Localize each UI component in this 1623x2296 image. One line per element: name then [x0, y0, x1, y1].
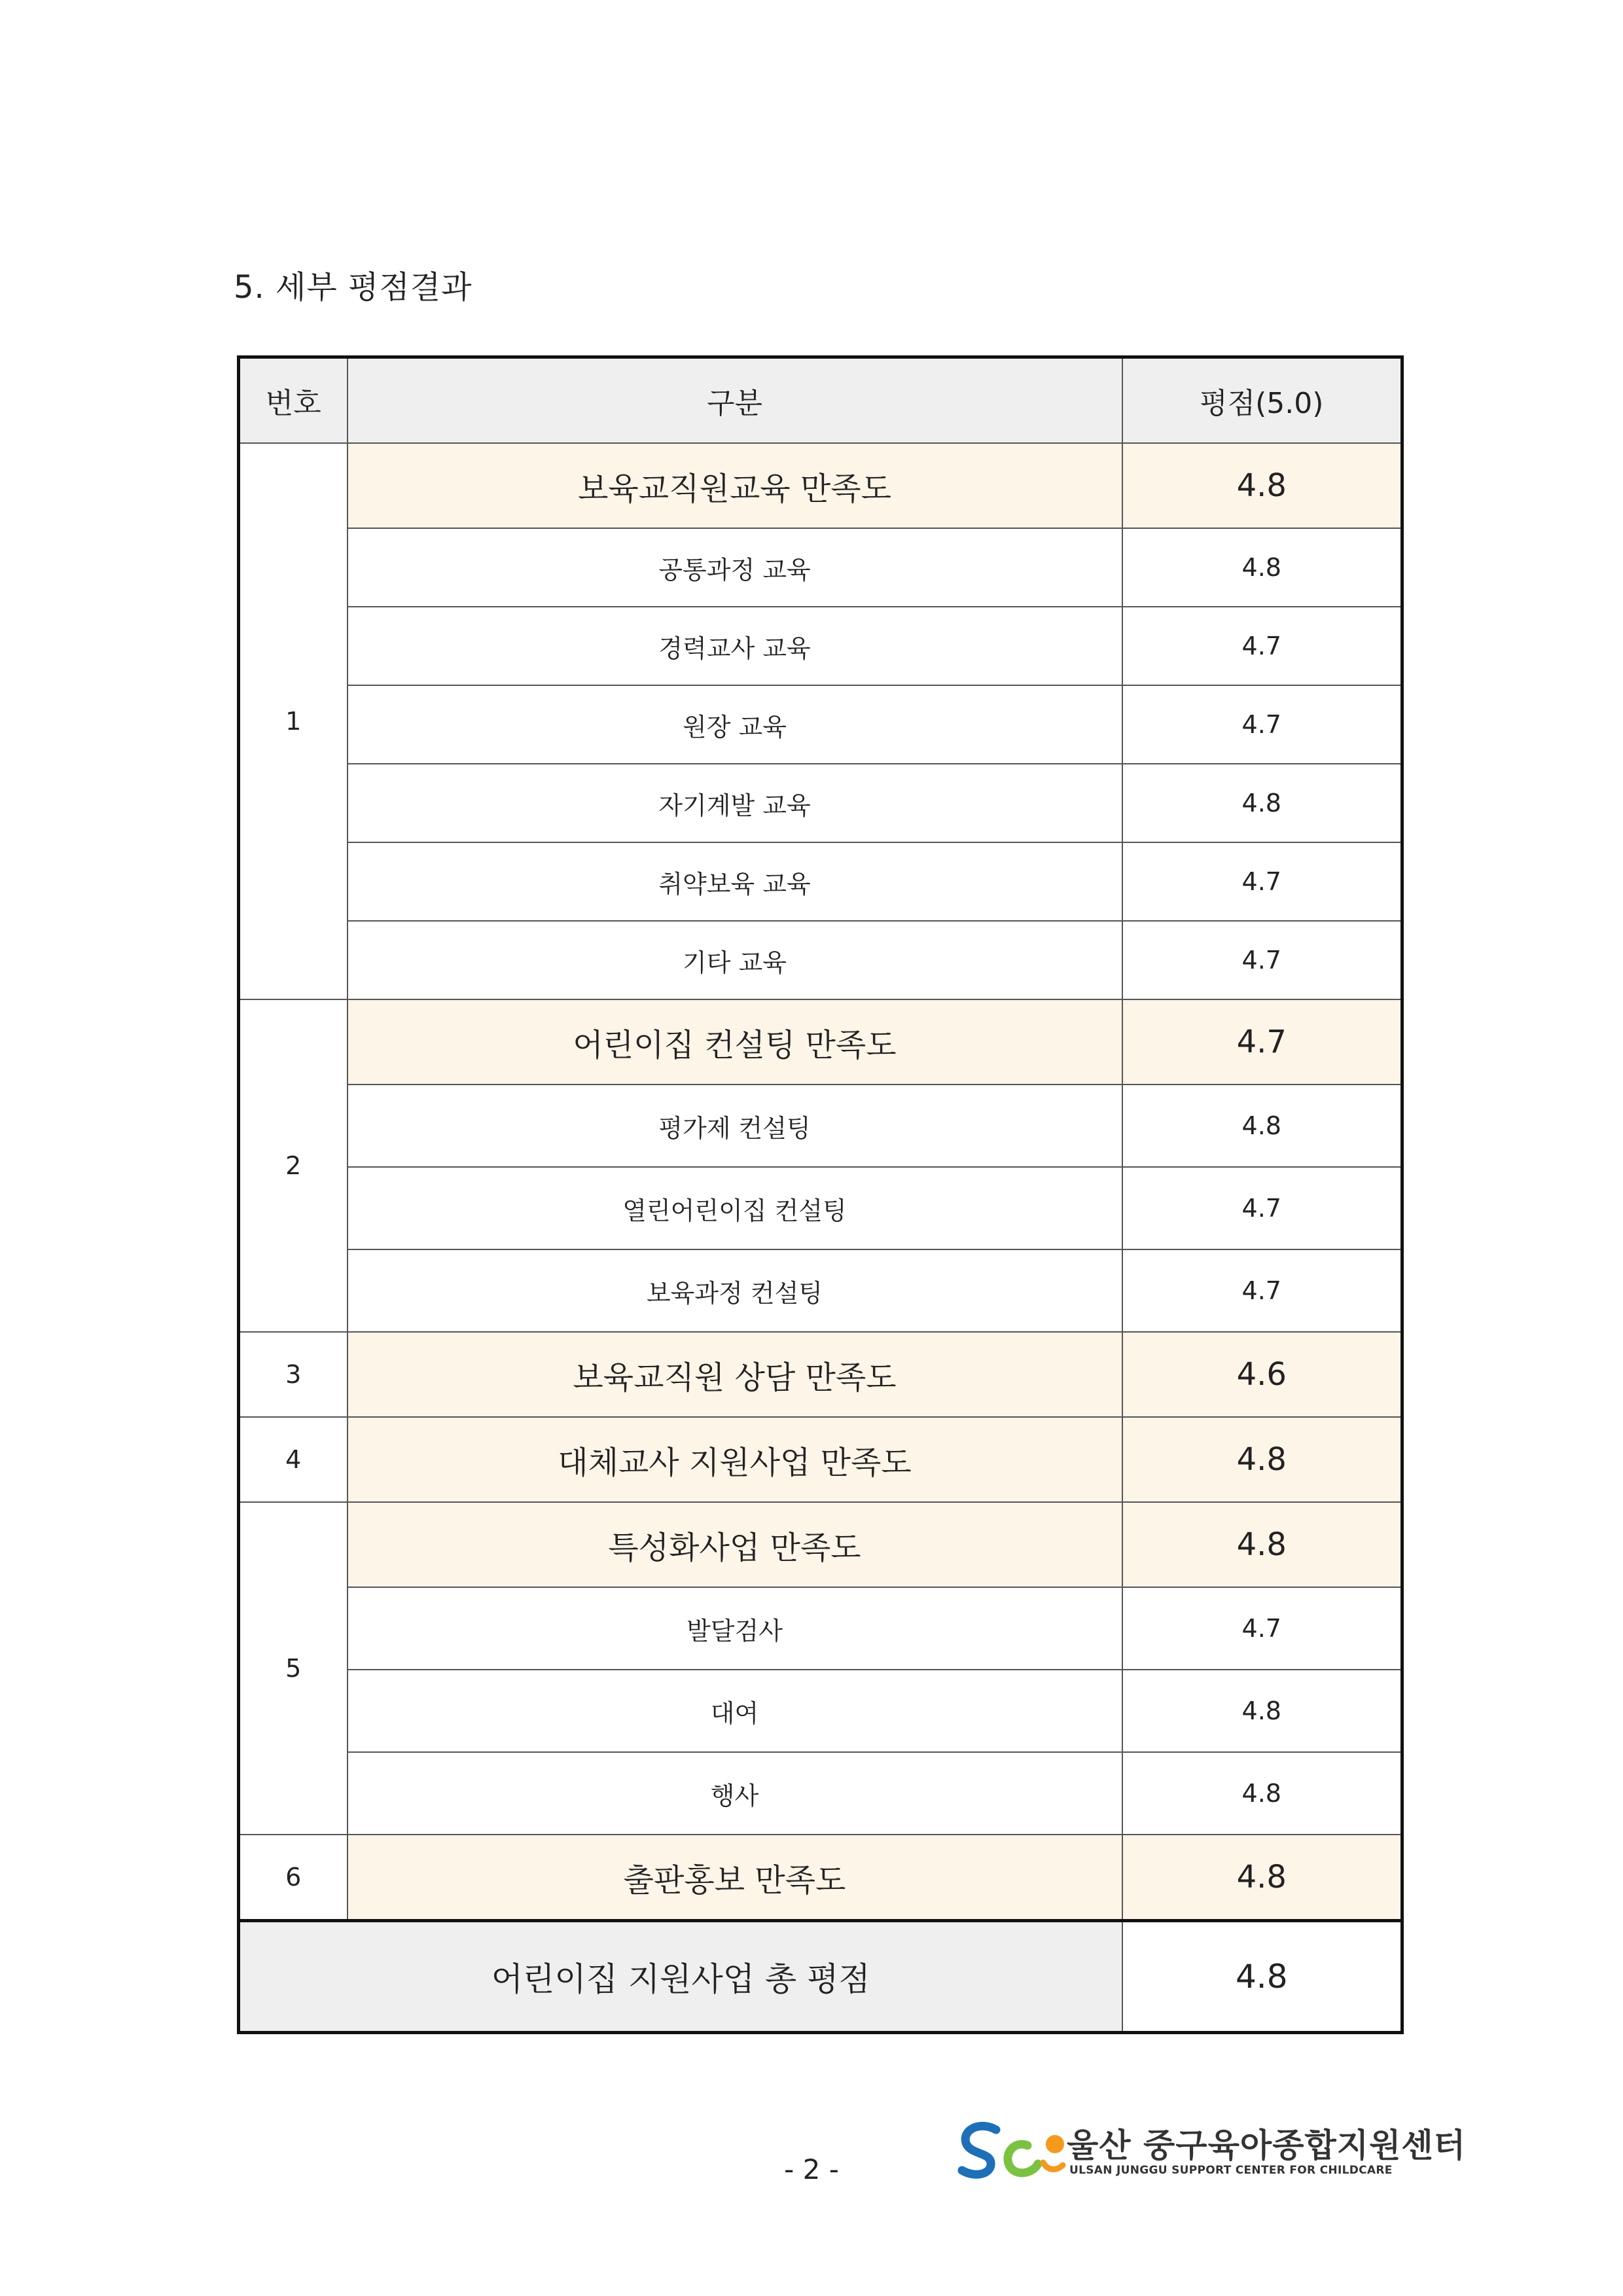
header-score: 평점(5.0) [1122, 357, 1402, 444]
group-number: 5 [239, 1502, 348, 1835]
category-score: 4.8 [1122, 1502, 1402, 1587]
category-score: 4.8 [1122, 1835, 1402, 1921]
table-row [239, 1249, 1402, 1332]
group-number: 6 [239, 1835, 348, 1921]
item-label: 원장 교육 [348, 685, 1122, 764]
table-row [239, 1167, 1402, 1249]
group-number: 1 [239, 443, 348, 999]
item-score: 4.7 [1122, 685, 1402, 764]
table-row [239, 1085, 1402, 1167]
group-number: 4 [239, 1417, 348, 1502]
table-row [239, 921, 1402, 999]
category-score: 4.6 [1122, 1332, 1402, 1417]
header-num: 번호 [239, 357, 348, 444]
item-score: 4.8 [1122, 528, 1402, 607]
group-number: 2 [239, 999, 348, 1332]
total-label: 어린이집 지원사업 총 평점 [239, 1921, 1122, 2033]
item-score: 4.7 [1122, 921, 1402, 999]
category-row [239, 999, 1402, 1085]
item-label: 평가제 컨설팅 [348, 1085, 1122, 1167]
category-score: 4.8 [1122, 1417, 1402, 1502]
item-label: 취약보육 교육 [348, 842, 1122, 921]
item-label: 발달검사 [348, 1587, 1122, 1670]
table-row [239, 1670, 1402, 1752]
item-score: 4.8 [1122, 764, 1402, 842]
category-title: 특성화사업 만족도 [348, 1502, 1122, 1587]
page-number: - 2 - [784, 2153, 839, 2185]
table-row [239, 1752, 1402, 1835]
logo-name-ko: 울산 중구육아종합지원센터 [1067, 2126, 1467, 2164]
score-table [237, 355, 1404, 2034]
item-score: 4.8 [1122, 1670, 1402, 1752]
item-label: 공통과정 교육 [348, 528, 1122, 607]
item-label: 경력교사 교육 [348, 607, 1122, 685]
category-title: 대체교사 지원사업 만족도 [348, 1417, 1122, 1502]
category-title: 보육교직원 상담 만족도 [348, 1332, 1122, 1417]
category-row [239, 1502, 1402, 1587]
table-row [239, 1587, 1402, 1670]
header-category: 구분 [348, 357, 1122, 444]
category-score: 4.7 [1122, 999, 1402, 1085]
table-row [239, 607, 1402, 685]
total-score: 4.8 [1122, 1921, 1402, 2033]
item-score: 4.7 [1122, 1167, 1402, 1249]
table-row [239, 764, 1402, 842]
group-number: 3 [239, 1332, 348, 1417]
item-score: 4.7 [1122, 842, 1402, 921]
item-score: 4.7 [1122, 1587, 1402, 1670]
category-score: 4.8 [1122, 443, 1402, 528]
item-label: 보육과정 컨설팅 [348, 1249, 1122, 1332]
table-header-row [239, 357, 1402, 444]
item-label: 기타 교육 [348, 921, 1122, 999]
table-row [239, 842, 1402, 921]
logo-name-en: ULSAN JUNGGU SUPPORT CENTER FOR CHILDCARE [1069, 2164, 1393, 2177]
total-row [239, 1921, 1402, 2033]
table-row [239, 685, 1402, 764]
category-title: 출판홍보 만족도 [348, 1835, 1122, 1921]
category-title: 어린이집 컨설팅 만족도 [348, 999, 1122, 1085]
section-heading: 5. 세부 평점결과 [234, 269, 473, 306]
item-score: 4.7 [1122, 1249, 1402, 1332]
item-label: 행사 [348, 1752, 1122, 1835]
category-row [239, 443, 1402, 528]
item-score: 4.7 [1122, 607, 1402, 685]
category-row [239, 1417, 1402, 1502]
item-label: 자기계발 교육 [348, 764, 1122, 842]
category-row [239, 1835, 1402, 1921]
table-row [239, 528, 1402, 607]
item-score: 4.8 [1122, 1085, 1402, 1167]
item-label: 대여 [348, 1670, 1122, 1752]
category-row [239, 1332, 1402, 1417]
category-title: 보육교직원교육 만족도 [348, 443, 1122, 528]
item-score: 4.8 [1122, 1752, 1402, 1835]
item-label: 열린어린이집 컨설팅 [348, 1167, 1122, 1249]
